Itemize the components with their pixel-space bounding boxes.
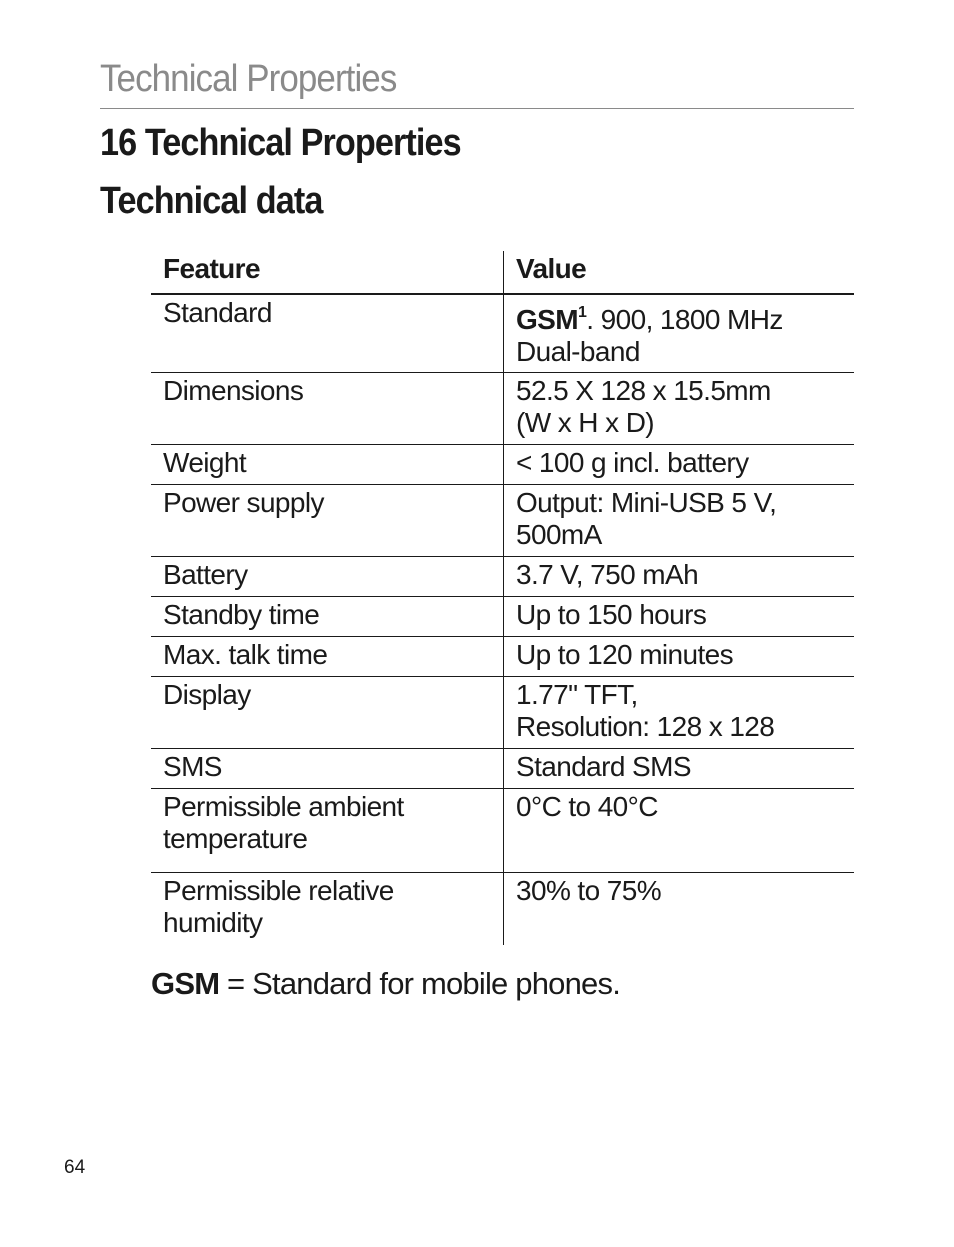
value-cell	[504, 445, 855, 485]
value-cell	[504, 373, 855, 445]
value-cell	[504, 294, 855, 373]
feature-text: Power supply	[163, 487, 324, 518]
value-text: Standard SMS	[516, 751, 691, 782]
feature-text: humidity	[163, 907, 263, 938]
gsm-term: GSM	[516, 304, 578, 335]
feature-cell	[151, 373, 504, 445]
value-cell	[504, 677, 855, 749]
feature-text: Battery	[163, 559, 248, 590]
value-text: 52.5 X 128 x 15.5mm	[516, 375, 771, 406]
feature-text: Permissible relative	[163, 875, 394, 906]
value-text: (W x H x D)	[516, 407, 655, 438]
feature-cell	[151, 749, 504, 789]
footnote-term: GSM	[151, 966, 220, 1001]
value-text: 500mA	[516, 519, 602, 550]
feature-cell	[151, 294, 504, 373]
table-row	[151, 789, 854, 873]
feature-cell	[151, 677, 504, 749]
table-row	[151, 637, 854, 677]
value-text: Dual-band	[516, 336, 640, 367]
value-cell	[504, 557, 855, 597]
footnote-marker: 1	[577, 304, 587, 321]
header-divider	[100, 108, 854, 109]
feature-cell	[151, 873, 504, 945]
value-text: 30% to 75%	[516, 875, 661, 906]
feature-cell	[151, 557, 504, 597]
value-text: < 100 g incl. battery	[516, 447, 749, 478]
feature-cell	[151, 637, 504, 677]
feature-text: temperature	[163, 823, 308, 854]
value-cell	[504, 873, 855, 945]
value-text: 0°C to 40°C	[516, 791, 658, 822]
running-header-title: Technical Properties	[100, 58, 397, 100]
footnote	[151, 966, 620, 1002]
table-row	[151, 294, 854, 373]
value-text: 1.77" TFT,	[516, 679, 638, 710]
technical-data-table	[151, 251, 854, 945]
table-row	[151, 749, 854, 789]
table-row	[151, 445, 854, 485]
column-header-value: Value	[504, 251, 855, 294]
feature-cell	[151, 445, 504, 485]
value-text: Up to 120 minutes	[516, 639, 734, 670]
page-number: 64	[64, 1157, 86, 1178]
value-cell	[504, 789, 855, 873]
feature-text: Display	[163, 679, 251, 710]
feature-text: SMS	[163, 751, 222, 782]
table-header-row	[151, 251, 854, 294]
chapter-title: 16 Technical Properties	[100, 122, 461, 164]
value-text: 3.7 V, 750 mAh	[516, 559, 699, 590]
value-cell	[504, 485, 855, 557]
table-row	[151, 485, 854, 557]
column-header-feature: Feature	[151, 251, 504, 294]
value-cell	[504, 597, 855, 637]
value-cell	[504, 749, 855, 789]
feature-text: Weight	[163, 447, 247, 478]
feature-text: Permissible ambient	[163, 791, 404, 822]
feature-cell	[151, 485, 504, 557]
feature-text: Dimensions	[163, 375, 304, 406]
feature-cell	[151, 597, 504, 637]
feature-text: Standby time	[163, 599, 320, 630]
value-cell	[504, 637, 855, 677]
feature-cell	[151, 789, 504, 873]
section-title: Technical data	[100, 180, 323, 222]
table-row	[151, 597, 854, 637]
value-text: Output: Mini-USB 5 V,	[516, 487, 777, 518]
footnote-definition: = Standard for mobile phones.	[219, 966, 621, 1001]
value-line	[516, 297, 854, 336]
value-text: . 900, 1800 MHz	[586, 304, 783, 335]
table-row	[151, 373, 854, 445]
table-row	[151, 873, 854, 945]
value-text: Up to 150 hours	[516, 599, 707, 630]
table-row	[151, 557, 854, 597]
feature-text: Standard	[163, 297, 272, 328]
feature-text: Max. talk time	[163, 639, 328, 670]
value-text: Resolution: 128 x 128	[516, 711, 775, 742]
table-row	[151, 677, 854, 749]
